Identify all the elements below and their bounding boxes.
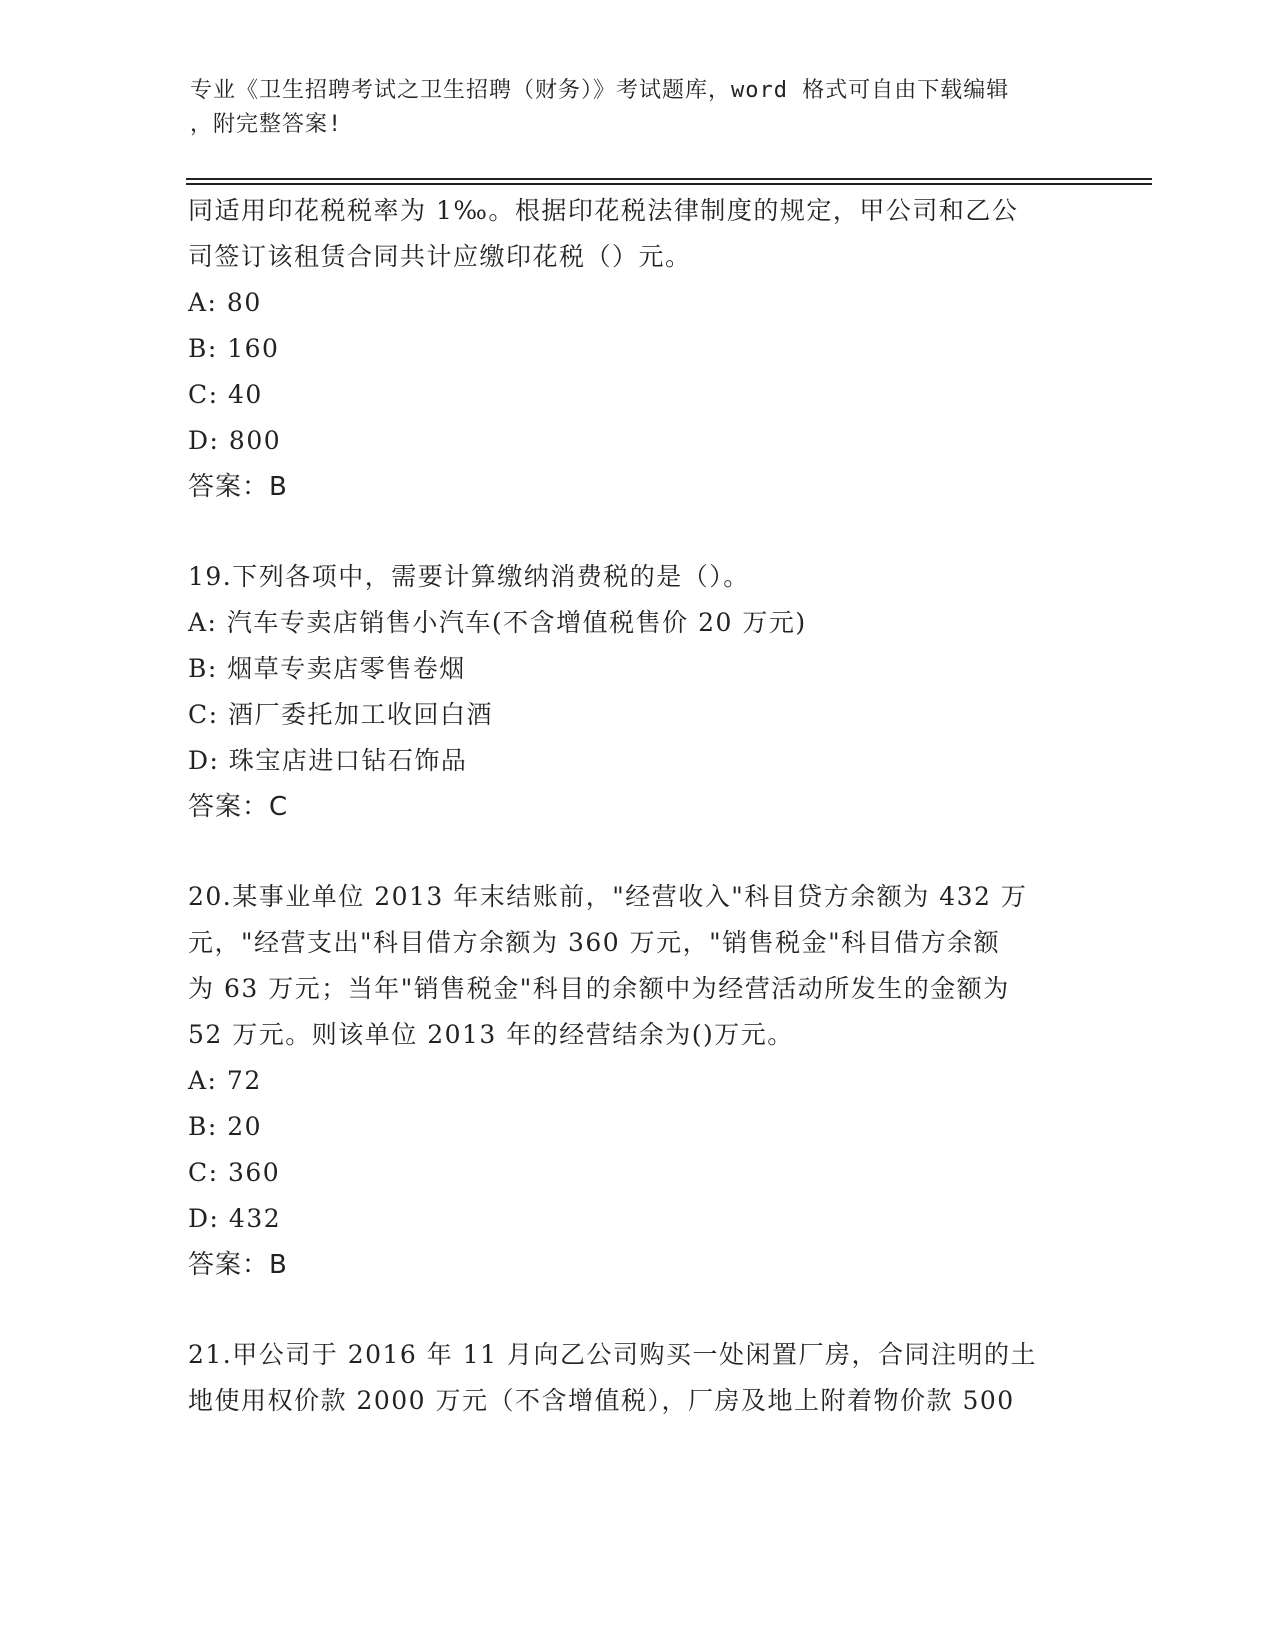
option-c: C: 40 xyxy=(188,380,263,409)
header-line: 专业《卫生招聘考试之卫生招聘（财务）》考试题库，word 格式可自由下载编辑 xyxy=(190,78,1010,103)
question-18 xyxy=(188,188,1088,510)
question-text: 同适用印花税税率为 1‰。根据印花税法律制度的规定，甲公司和乙公 xyxy=(188,196,1019,225)
option-c: C: 酒厂委托加工收回白酒 xyxy=(188,700,493,729)
option-a: A: 72 xyxy=(188,1066,262,1095)
option-d: D: 800 xyxy=(188,426,282,455)
question-text: 元，"经营支出"科目借方余额为 360 万元，"销售税金"科目借方余额 xyxy=(188,928,1001,957)
answer: 答案：C xyxy=(188,792,289,822)
question-text: 52 万元。则该单位 2013 年的经营结余为()万元。 xyxy=(188,1020,794,1049)
option-b: B: 烟草专卖店零售卷烟 xyxy=(188,654,466,683)
document-header xyxy=(190,74,1070,142)
option-d: D: 珠宝店进口钻石饰品 xyxy=(188,746,468,775)
option-c: C: 360 xyxy=(188,1158,281,1187)
answer: 答案：B xyxy=(188,472,288,502)
answer: 答案：B xyxy=(188,1250,288,1280)
question-20 xyxy=(188,874,1088,1288)
question-text: 19.下列各项中，需要计算缴纳消费税的是（）。 xyxy=(188,562,750,591)
question-text: 为 63 万元；当年"销售税金"科目的余额中为经营活动所发生的金额为 xyxy=(188,974,1010,1003)
question-text: 地使用权价款 2000 万元（不含增值税），厂房及地上附着物价款 500 xyxy=(188,1386,1015,1415)
question-21 xyxy=(188,1332,1088,1424)
header-divider xyxy=(186,183,1152,185)
option-b: B: 20 xyxy=(188,1112,263,1141)
option-d: D: 432 xyxy=(188,1204,282,1233)
question-text: 20.某事业单位 2013 年末结账前，"经营收入"科目贷方余额为 432 万 xyxy=(188,882,1028,911)
question-text: 司签订该租赁合同共计应缴印花税（）元。 xyxy=(188,242,692,271)
option-a: A: 汽车专卖店销售小汽车(不含增值税售价 20 万元) xyxy=(188,608,807,637)
question-list xyxy=(188,188,1088,1424)
option-a: A: 80 xyxy=(188,288,262,317)
question-19 xyxy=(188,554,1088,830)
header-divider xyxy=(186,178,1152,180)
question-text: 21.甲公司于 2016 年 11 月向乙公司购买一处闲置厂房，合同注明的土 xyxy=(188,1340,1037,1369)
option-b: B: 160 xyxy=(188,334,280,363)
header-line: ，附完整答案! xyxy=(190,112,343,137)
